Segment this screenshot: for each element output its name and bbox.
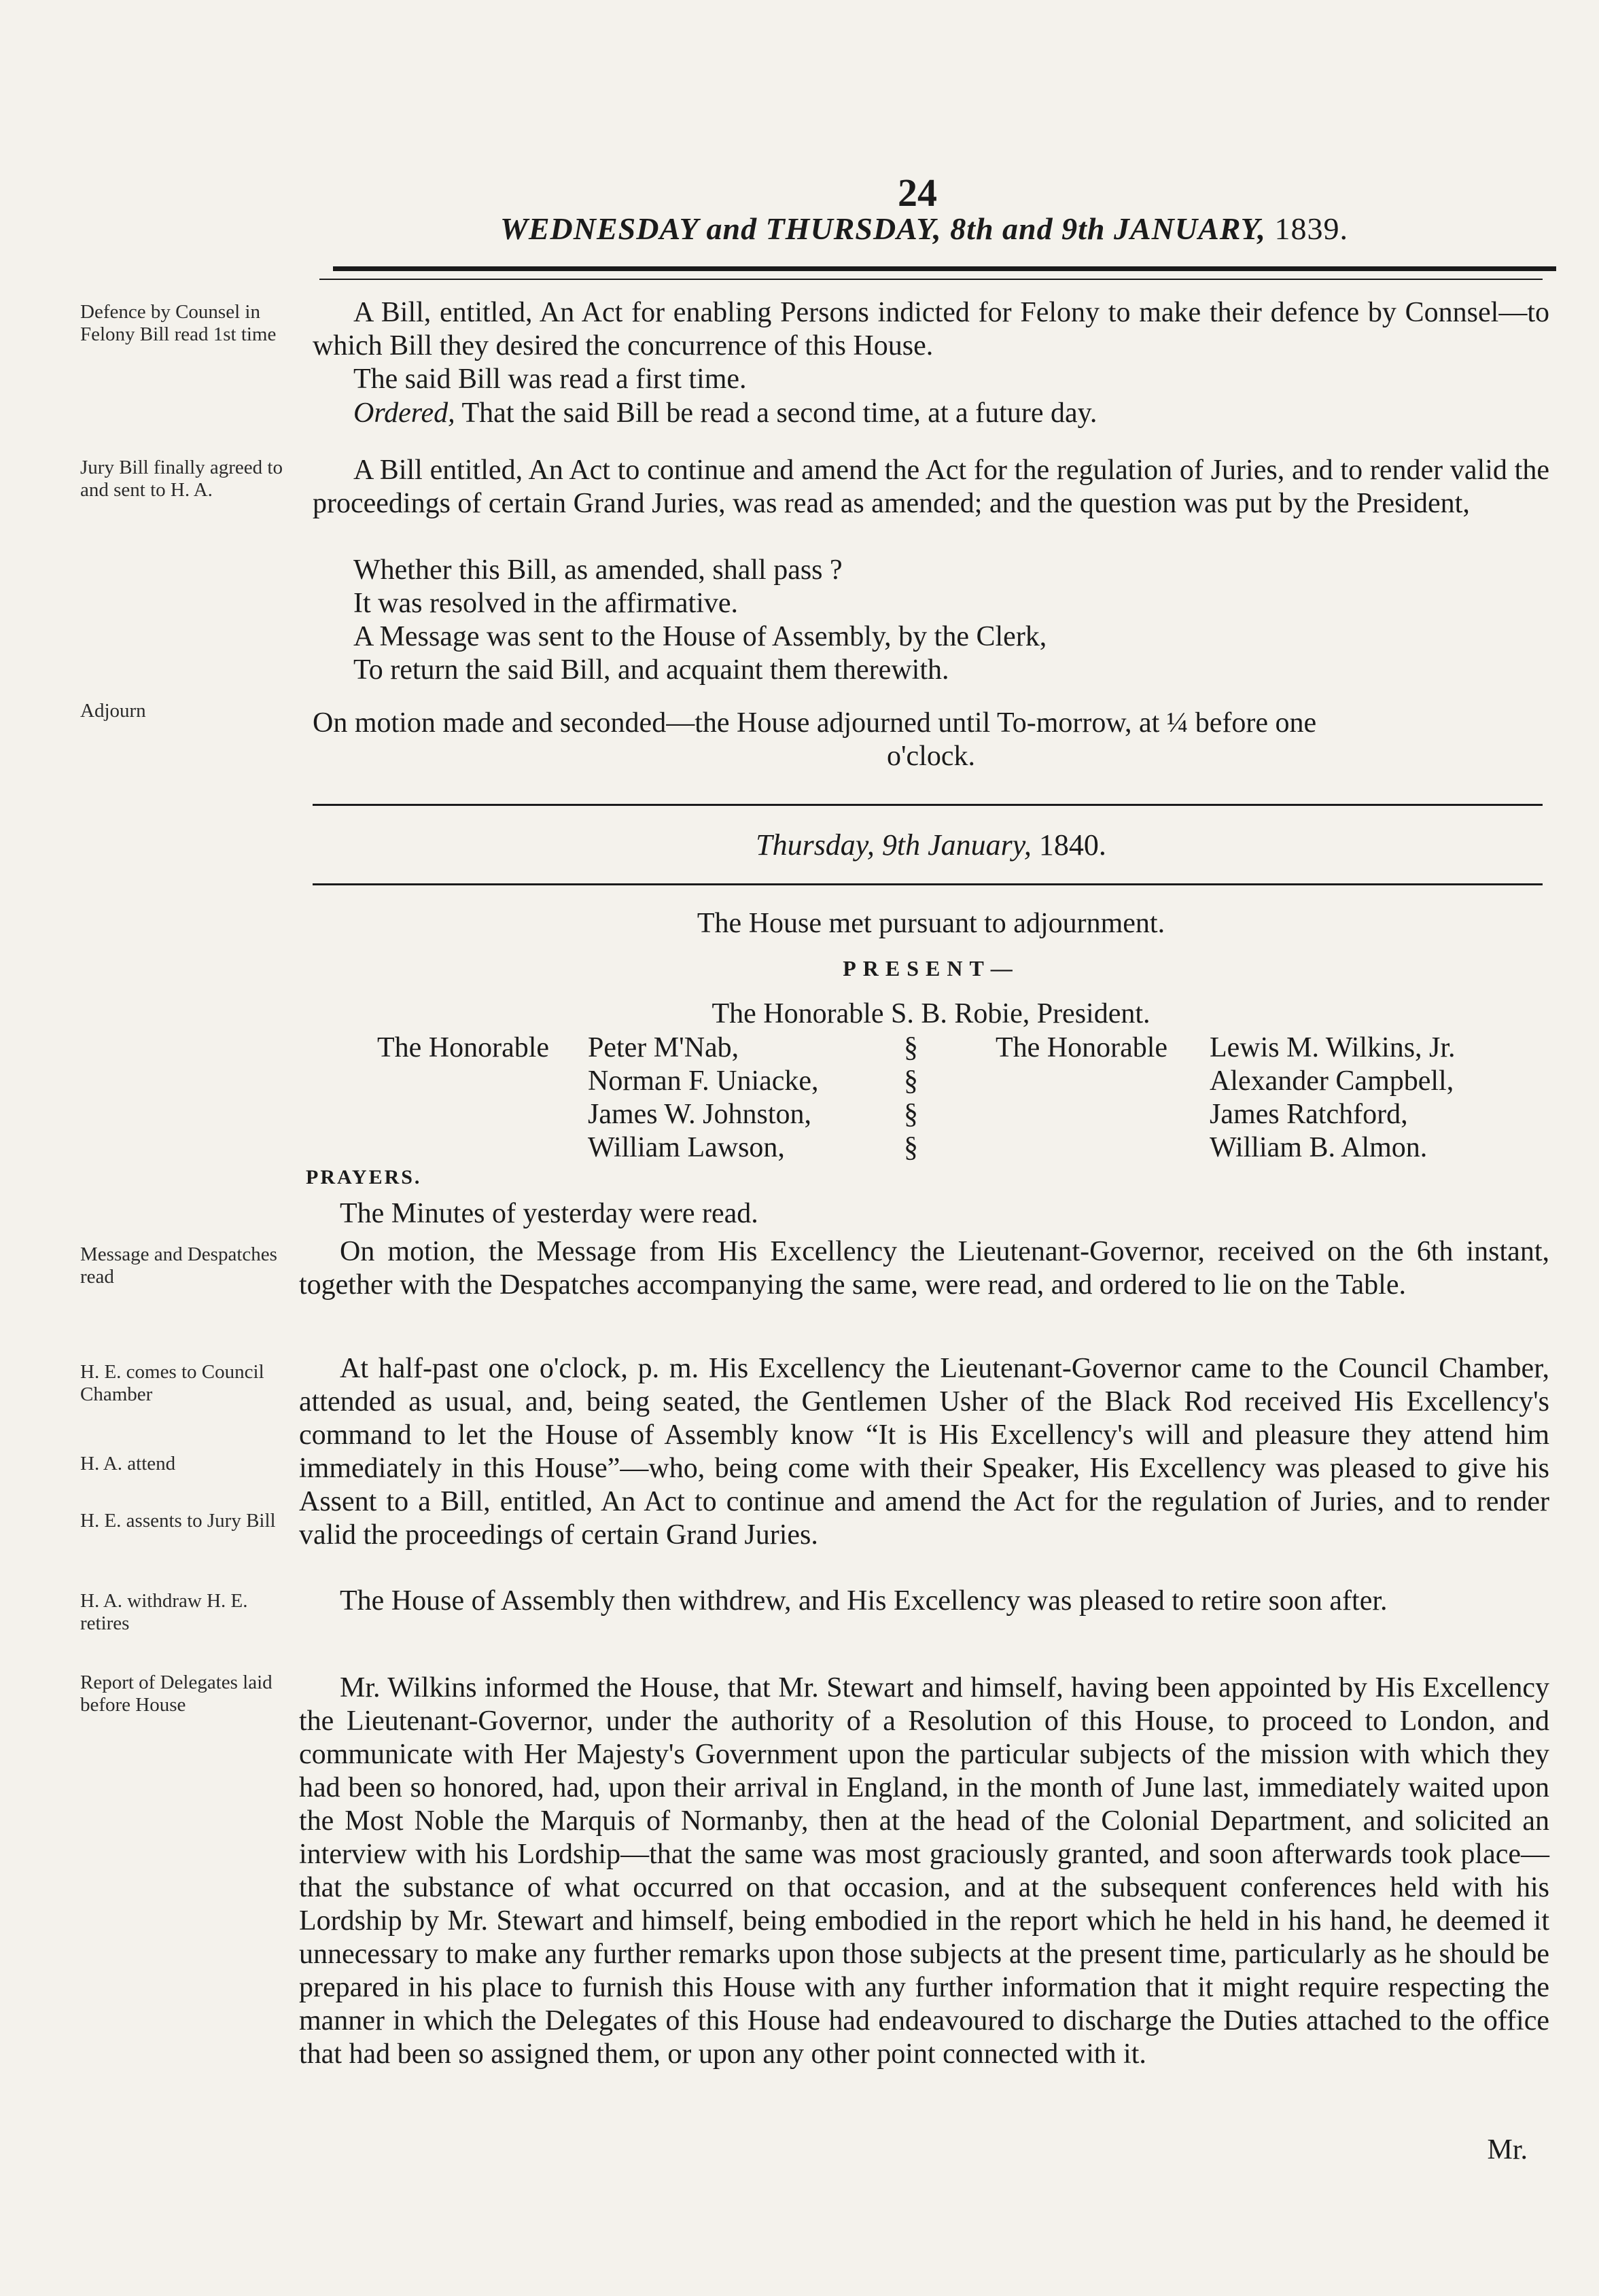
header-rule [333, 266, 1556, 271]
section-rule-2 [313, 883, 1543, 885]
bill-felony-paragraph: A Bill, entitled, An Act for enabling Persons indicted for Felony to make their defence by Connsel—to which Bill they desired the concurrence of this House. [313, 297, 1549, 361]
present-label: PRESENT— [843, 956, 1019, 981]
member-right-2: Alexander Campbell, [1210, 1065, 1454, 1097]
prayers-label: PRAYERS. [306, 1166, 422, 1188]
message-paragraph: On motion, the Message from His Excellency the Lieutenant-Governor, received on the 6th instant, together with the Despatches accompanying the same, were read, and ordered to lie on the Table. [299, 1236, 1549, 1301]
margin-note-ha-attend: H. A. attend [80, 1453, 176, 1474]
adjourn-line-2: o'clock. [886, 741, 976, 772]
question-line: Whether this Bill, as amended, shall pass ? [353, 554, 843, 586]
ordered-text: That the said Bill be read a second time, at a future day. [461, 398, 1097, 429]
margin-note-he-assents: H. E. assents to Jury Bill [80, 1510, 276, 1532]
house-met: The House met pursuant to adjournment. [697, 908, 1165, 939]
right-prefix: The Honorable [996, 1032, 1168, 1063]
message-sent-line: A Message was sent to the House of Assembly, by the Clerk, [353, 621, 1047, 652]
attend-paragraph: At half-past one o'clock, p. m. His Excellency the Lieutenant-Governor came to the Council Chamber, attended as usual, and, being seated, the Gentlemen Usher of the Black Rod received His Excellency's command to let the House of Assembly know “It is His Excellency's will and pleasure they attend him immediately in this House”—who, being come with their Speaker, His Excellency was pleased to give his Assent to a Bill, entitled, An Act to continue and amend the Act for the regulation of Juries, and to render valid the proceedings of certain Grand Juries. [299, 1353, 1549, 1551]
ordered-paragraph [313, 397, 1549, 430]
section-mark-3: § [904, 1099, 918, 1130]
catchword: Mr. [1487, 2134, 1528, 2166]
section-marks [904, 1031, 918, 1165]
margin-note-adjourn: Adjourn [80, 700, 146, 722]
adjourn-line-1: On motion made and seconded—the House adjourned until To-morrow, at ¼ before one [313, 707, 1317, 739]
margin-note-message: Message and Despatches read [80, 1243, 277, 1288]
header-dates: 8th and 9th JANUARY, [950, 211, 1267, 246]
section-mark-1: § [904, 1032, 918, 1063]
minutes-line: The Minutes of yesterday were read. [340, 1198, 758, 1229]
header-rule-thin [319, 279, 1543, 280]
header-title: WEDNESDAY and THURSDAY, [499, 211, 942, 246]
member-left-1: Peter M'Nab, [588, 1032, 739, 1063]
day2-date [313, 828, 1549, 862]
margin-note-defence-bill: Defence by Counsel in Felony Bill read 1st time [80, 301, 277, 345]
margin-note-jury-bill: Jury Bill finally agreed to and sent to H. A. [80, 457, 283, 501]
member-left-2: Norman F. Uniacke, [588, 1065, 819, 1097]
margin-note-report: Report of Delegates laid before House [80, 1672, 273, 1716]
section-mark-2: § [904, 1065, 918, 1097]
section-mark-4: § [904, 1132, 918, 1163]
day2-date-text: Thursday, 9th January, [756, 828, 1032, 862]
section-rule-1 [313, 804, 1543, 806]
margin-note-withdraw: H. A. withdraw H. E. retires [80, 1590, 248, 1634]
member-left-4: William Lawson, [588, 1132, 785, 1163]
president-line: The Honorable S. B. Robie, President. [711, 998, 1150, 1029]
withdraw-paragraph: The House of Assembly then withdrew, and His Excellency was pleased to retire soon after. [340, 1585, 1388, 1617]
header-year: 1839. [1274, 211, 1349, 246]
margin-note-he-comes: H. E. comes to Council Chamber [80, 1361, 264, 1405]
member-left-3: James W. Johnston, [588, 1099, 812, 1130]
left-prefix: The Honorable [377, 1032, 550, 1063]
return-bill-line: To return the said Bill, and acquaint them therewith. [353, 654, 949, 686]
right-members [1210, 1031, 1456, 1165]
member-right-1: Lewis M. Wilkins, Jr. [1210, 1032, 1456, 1063]
page-header [333, 211, 1515, 247]
left-members [588, 1031, 819, 1165]
jury-bill-paragraph: A Bill entitled, An Act to continue and amend the Act for the regulation of Juries, and to render valid the proceedings of certain Grand Juries, was read as amended; and the question was put by the President, [313, 455, 1549, 519]
day2-year: 1840. [1038, 828, 1106, 862]
ordered-label: Ordered, [353, 398, 455, 429]
adjourn-paragraph [313, 707, 1549, 773]
wilkins-report-paragraph: Mr. Wilkins informed the House, that Mr. Stewart and himself, having been appointed by His Excellency the Lieutenant-Governor, under the authority of a Resolution of this House, to proceed to London, and communicate with Her Majesty's Government upon the particular subjects of the mission with which they had been so honored, had, upon their arrival in England, in the month of June last, immediately waited upon the Most Noble the Marquis of Normanby, then at the head of the Colonial Department, and solicited an interview with his Lordship—that the same was most graciously granted, and soon afterwards took place—that the substance of what occurred on that occasion, and at the subsequent conferences held with his Lordship by Mr. Stewart and himself, being embodied in the report which he held in his hand, he deemed it unnecessary to make any further remarks upon those subjects at the present time, particularly as he should be prepared in his place to furnish this House with any further information that it might require respecting the manner in which the Delegates of this House had endeavoured to discharge the Duties attached to the office that had been so assigned them, or upon any other point connected with it. [299, 1672, 1549, 2070]
resolved-line: It was resolved in the affirmative. [353, 588, 739, 619]
read-first-time: The said Bill was read a first time. [353, 364, 747, 395]
page-number: 24 [898, 171, 937, 215]
member-right-4: William B. Almon. [1210, 1132, 1428, 1163]
member-right-3: James Ratchford, [1210, 1099, 1408, 1130]
